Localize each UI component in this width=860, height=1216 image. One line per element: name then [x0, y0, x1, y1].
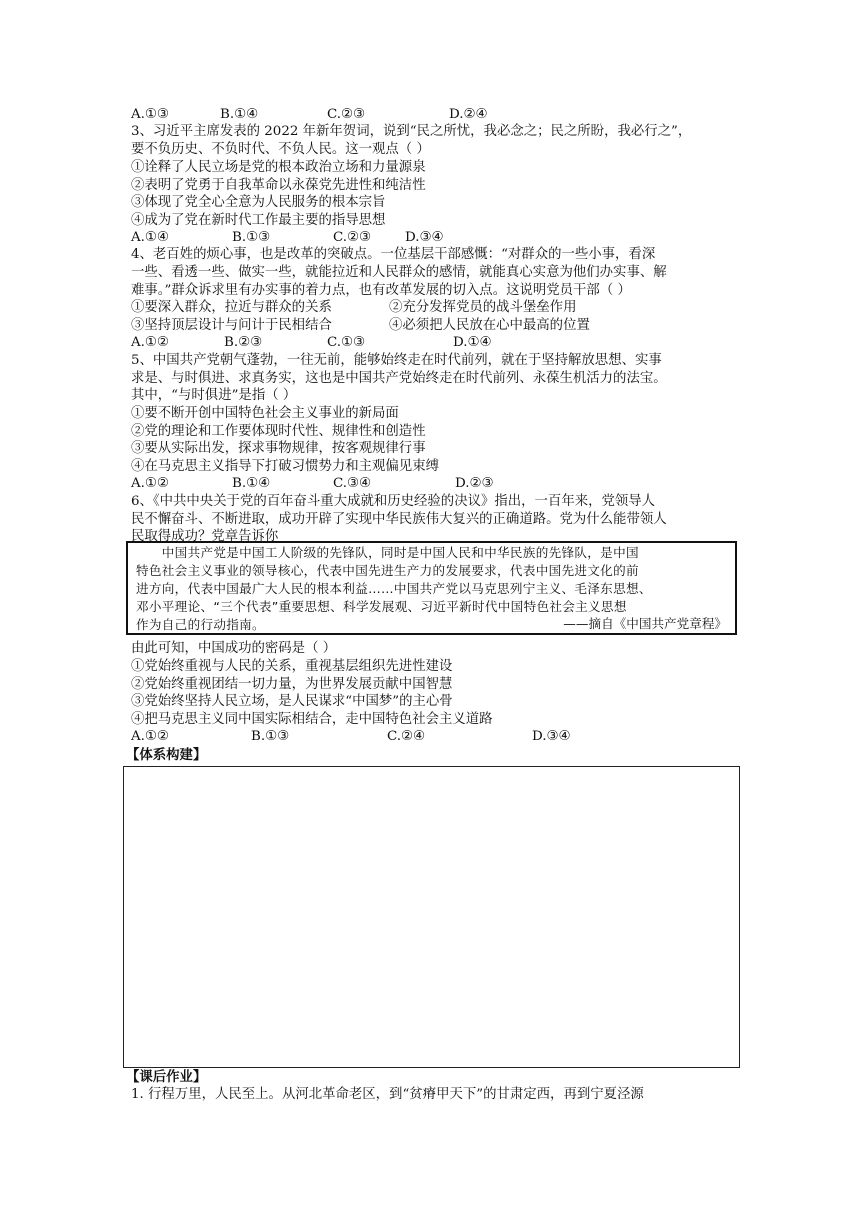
q6-follow-line: 由此可知，中国成功的密码是（ ）: [131, 641, 337, 656]
q2-option-b: B.①④: [220, 107, 259, 122]
q5-stem-line: 其中，“与时俱进”是指（ ）: [131, 388, 297, 403]
q5-option-a: A.①②: [131, 476, 169, 491]
q3-option-a: A.①④: [131, 230, 169, 245]
q4-stem-line: 难事。”群众诉求里有办实事的着力点，也有改革发展的切入点。这说明党员干部（ ）: [131, 283, 631, 298]
q3-stem-line: 要不负历史、不负时代、不负人民。这一观点（ ）: [131, 142, 430, 157]
q6-option-c: C.②④: [387, 729, 426, 744]
q5-stem-line: 5、中国共产党朝气蓬勃，一往无前，能够始终走在时代前列，就在于坚持解放思想、实事: [131, 353, 662, 368]
q4-item: ②充分发挥党员的战斗堡垒作用: [389, 300, 577, 315]
q3-option-b: B.①③: [232, 230, 271, 245]
section-heading-system: 【体系构建】: [126, 748, 207, 763]
q4-option-b: B.②③: [224, 335, 263, 350]
quote-line: 特色社会主义事业的领导核心，代表中国先进生产力的发展要求，代表中国先进文化的前: [136, 563, 639, 578]
q4-item-row: [131, 317, 590, 335]
quote-line: 邓小平理论、“三个代表”重要思想、科学发展观、习近平新时代中国特色社会主义思想: [136, 599, 627, 614]
q2-option-c: C.②③: [327, 107, 366, 122]
quote-line: 进方向，代表中国最广大人民的根本利益……中国共产党以马克思列宁主义、毛泽东思想、: [136, 581, 652, 596]
quote-line: 作为自己的行动指南。: [136, 617, 265, 632]
q3-item: ③体现了党全心全意为人民服务的根本宗旨: [131, 195, 386, 210]
q4-stem-line: 4、老百姓的烦心事，也是改革的突破点。一位基层干部感慨：“对群众的一些小事，看深: [131, 247, 656, 262]
q4-item: ①要深入群众，拉近与群众的关系: [131, 300, 332, 315]
q6-option-a: A.①②: [131, 729, 169, 744]
q6-item: ④把马克思主义同中国实际相结合，走中国特色社会主义道路: [131, 712, 493, 727]
q3-item: ①诠释了人民立场是党的根本政治立场和力量源泉: [131, 160, 426, 175]
q4-option-c: C.①③: [327, 335, 366, 350]
homework-q1-line: 1. 行程万里，人民至上。从河北革命老区，到“贫瘠甲天下”的甘肃定西，再到宁夏泾源: [131, 1087, 644, 1102]
quote-source: ——摘自《中国共产党章程》: [563, 616, 727, 631]
q5-item: ②党的理论和工作要体现时代性、规律性和创造性: [131, 424, 426, 439]
q5-item: ①要不断开创中国特色社会主义事业的新局面: [131, 406, 399, 421]
q5-stem-line: 求是、与时俱进、求真务实，这也是中国共产党始终走在时代前列、永葆生机活力的法宝。: [131, 371, 667, 386]
q4-item: ③坚持顶层设计与问计于民相结合: [131, 318, 332, 333]
q4-option-a: A.①②: [131, 335, 169, 350]
section-heading-homework: 【课后作业】: [126, 1070, 207, 1085]
q5-item: ④在马克思主义指导下打破习惯势力和主观偏见束缚: [131, 459, 439, 474]
q3-stem-line: 3、习近平主席发表的 2022 年新年贺词，说到“民之所忧，我必念之；民之所盼，我必行之”，: [131, 124, 692, 139]
q2-option-a: A.①③: [131, 107, 169, 122]
q5-item: ③要从实际出发，探求事物规律，按客观规律行事: [131, 441, 426, 456]
q6-stem-line: 6、《中共中央关于党的百年奋斗重大成就和历史经验的决议》指出，一百年来，党领导人: [131, 494, 656, 509]
q6-item: ③党始终坚持人民立场，是人民谋求“中国梦”的主心骨: [131, 694, 453, 709]
q3-option-d: D.③④: [405, 230, 444, 245]
q6-stem-line: 民不懈奋斗、不断进取，成功开辟了实现中华民族伟大复兴的正确道路。党为什么能带领人: [131, 512, 667, 527]
q3-item: ②表明了党勇于自我革命以永葆党先进性和纯洁性: [131, 178, 426, 193]
q6-item: ①党始终重视与人民的关系，重视基层组织先进性建设: [131, 659, 453, 674]
q6-stem-line: 民取得成功？党章告诉你: [131, 529, 279, 544]
party-constitution-quote-box: [126, 541, 737, 635]
q2-option-d: D.②④: [449, 107, 488, 122]
q4-item-row: [131, 299, 577, 317]
q4-stem-line: 一些、看透一些、做实一些，就能拉近和人民群众的感情，就能真心实意为他们办实事、解: [131, 265, 667, 280]
q6-option-d: D.③④: [532, 729, 571, 744]
q4-option-d: D.①④: [453, 335, 492, 350]
q5-option-b: B.①④: [232, 476, 271, 491]
q5-option-c: C.③④: [333, 476, 372, 491]
q6-item: ②党始终重视团结一切力量，为世界发展贡献中国智慧: [131, 677, 453, 692]
q6-option-b: B.①③: [251, 729, 290, 744]
q3-item: ④成为了党在新时代工作最主要的指导思想: [131, 213, 386, 228]
q5-option-d: D.②③: [455, 476, 494, 491]
quote-line: 中国共产党是中国工人阶级的先锋队，同时是中国人民和中华民族的先锋队，是中国: [136, 545, 639, 560]
q4-item: ④必须把人民放在心中最高的位置: [389, 318, 590, 333]
system-building-answer-box[interactable]: [123, 766, 740, 1068]
q3-option-c: C.②③: [333, 230, 372, 245]
